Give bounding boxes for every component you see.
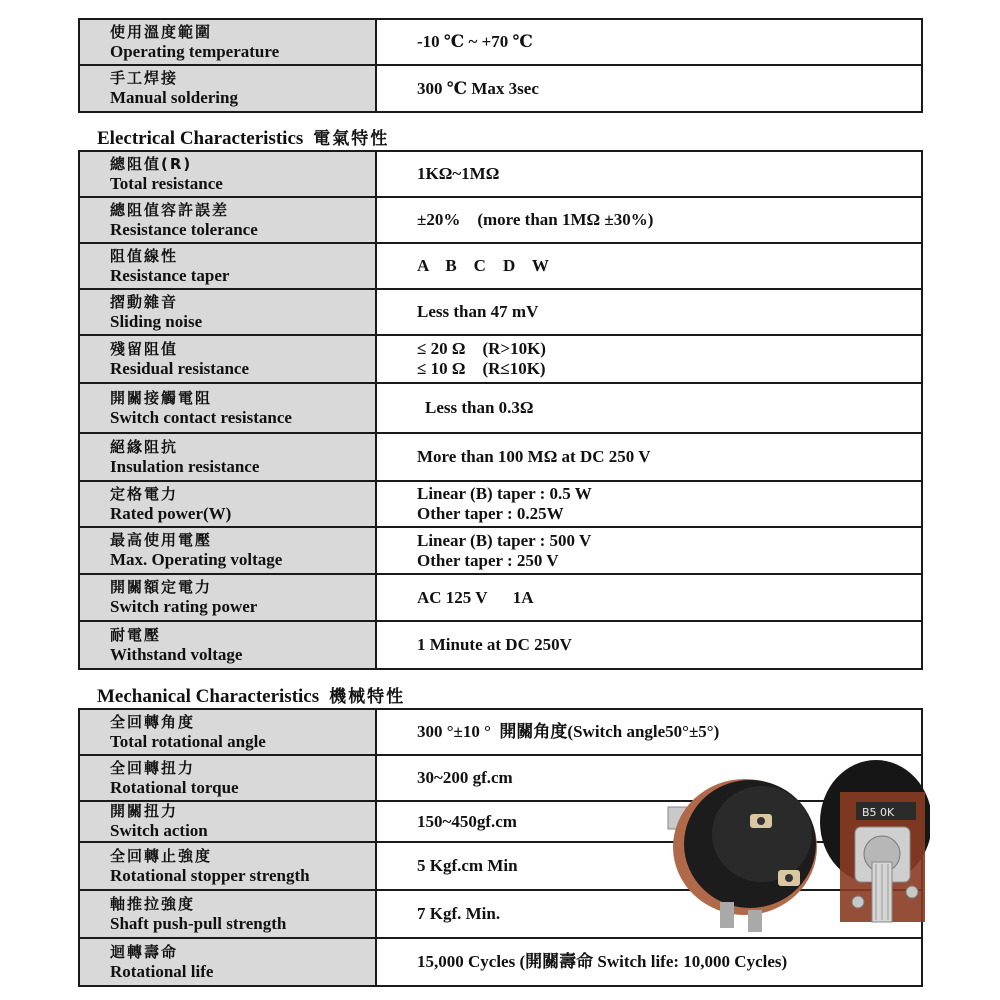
row-label	[80, 575, 377, 620]
row-value	[377, 198, 921, 242]
label-en: Total resistance	[110, 173, 223, 193]
potentiometer-right	[820, 760, 930, 922]
potentiometer-left	[668, 779, 817, 932]
environment-table	[78, 18, 923, 113]
table-row	[80, 20, 921, 66]
value-line: Other taper : 250 V	[417, 550, 559, 570]
label-en: Residual resistance	[110, 358, 249, 378]
row-value	[377, 152, 921, 196]
row-label	[80, 891, 377, 937]
value-text: 30~200 gf.cm	[417, 768, 513, 787]
label-en: Resistance taper	[110, 265, 230, 285]
label-en: Max. Operating voltage	[110, 550, 283, 569]
row-label	[80, 198, 377, 242]
label-zh: 手工焊接	[110, 69, 179, 87]
label-en: Resistance tolerance	[110, 219, 258, 239]
value-text: 300 ℃ Max 3sec	[417, 78, 539, 98]
row-label	[80, 20, 377, 64]
label-zh: 絕緣阻抗	[110, 437, 179, 456]
value-text: Less than 0.3Ω	[425, 398, 534, 417]
value-text: 1 Minute at DC 250V	[417, 635, 572, 654]
row-value	[377, 434, 921, 480]
table-row	[80, 575, 921, 622]
row-value	[377, 710, 921, 754]
row-label	[80, 939, 377, 985]
row-label	[80, 756, 377, 800]
value-text: 7 Kgf. Min.	[417, 904, 501, 923]
row-value	[377, 575, 921, 620]
row-label	[80, 66, 377, 111]
label-en: Rated power(W)	[110, 503, 232, 523]
value-text: 300 °±10 ° 開關角度(Switch angle50°±5°)	[417, 722, 720, 741]
section-heading-mechanical	[97, 682, 405, 708]
value-text: A B C D W	[417, 256, 549, 275]
section-title-en: Mechanical Characteristics	[97, 686, 320, 707]
label-zh: 迴轉壽命	[110, 942, 179, 961]
table-row	[80, 66, 921, 111]
label-en: Operating temperature	[110, 41, 280, 61]
table-row	[80, 622, 921, 668]
row-value	[377, 290, 921, 334]
row-value	[377, 384, 921, 432]
label-en: Total rotational angle	[110, 731, 266, 751]
table-row	[80, 198, 921, 244]
table-row	[80, 384, 921, 434]
label-zh: 總阻值容許誤差	[110, 200, 230, 219]
table-row	[80, 244, 921, 290]
value-line: Other taper : 0.25W	[417, 504, 564, 523]
label-zh: 耐電壓	[110, 625, 162, 644]
label-en: Shaft push-pull strength	[110, 913, 287, 933]
row-label	[80, 802, 377, 841]
section-heading-electrical	[97, 124, 389, 150]
label-en: Sliding noise	[110, 311, 203, 331]
value-line: Linear (B) taper : 0.5 W	[417, 484, 592, 503]
label-en: Rotational stopper strength	[110, 865, 310, 885]
value-text: -10 ℃ ~ +70 ℃	[417, 32, 533, 51]
row-label	[80, 244, 377, 288]
label-zh: 阻值線性	[110, 246, 179, 265]
row-label	[80, 843, 377, 889]
row-value	[377, 939, 921, 985]
row-label	[80, 482, 377, 526]
label-zh: 使用溫度範圍	[110, 22, 213, 41]
row-label	[80, 434, 377, 480]
value-line: ≤ 20 Ω (R>10K)	[417, 339, 546, 358]
value-text: ±20% (more than 1MΩ ±30%)	[417, 210, 654, 229]
table-row	[80, 336, 921, 384]
table-row	[80, 710, 921, 756]
row-value	[377, 244, 921, 288]
label-en: Switch contact resistance	[110, 407, 292, 427]
label-en: Rotational torque	[110, 777, 239, 797]
label-zh: 軸推拉強度	[110, 894, 196, 913]
label-en: Manual soldering	[110, 88, 238, 107]
row-label	[80, 290, 377, 334]
value-text: 15,000 Cycles (開關壽命 Switch life: 10,000 Cycles)	[417, 952, 788, 971]
label-en: Switch rating power	[110, 597, 258, 616]
label-en: Withstand voltage	[110, 644, 243, 664]
row-label	[80, 528, 377, 573]
table-row	[80, 290, 921, 336]
row-value	[377, 66, 921, 111]
row-label	[80, 336, 377, 382]
label-zh: 全回轉扭力	[110, 758, 196, 777]
label-zh: 定格電力	[110, 484, 179, 503]
electrical-table	[78, 150, 923, 670]
label-zh: 總阻值(R)	[110, 154, 193, 173]
table-row	[80, 152, 921, 198]
section-title-zh: 電氣特性	[313, 129, 390, 149]
row-label	[80, 152, 377, 196]
label-zh: 全回轉止強度	[110, 846, 213, 865]
label-en: Switch action	[110, 821, 208, 840]
label-zh: 最高使用電壓	[110, 531, 213, 549]
table-row	[80, 434, 921, 482]
row-label	[80, 622, 377, 668]
label-zh: 開關接觸電阻	[110, 388, 213, 407]
row-label	[80, 710, 377, 754]
table-row	[80, 939, 921, 985]
section-title-zh: 機械特性	[329, 687, 406, 707]
value-text: Less than 47 mV	[417, 302, 539, 321]
row-value	[377, 482, 921, 526]
value-text: 5 Kgf.cm Min	[417, 856, 518, 875]
value-text: 1KΩ~1MΩ	[417, 164, 500, 183]
section-title-en: Electrical Characteristics	[97, 128, 304, 149]
label-zh: 開關額定電力	[110, 578, 213, 596]
table-row	[80, 528, 921, 575]
row-value	[377, 20, 921, 64]
value-line: Linear (B) taper : 500 V	[417, 530, 592, 550]
value-text: More than 100 MΩ at DC 250 V	[417, 447, 651, 466]
part-marking: B5 0K	[862, 806, 895, 819]
label-zh: 殘留阻值	[110, 339, 179, 358]
potentiometer-photo	[650, 752, 930, 937]
label-en: Rotational life	[110, 961, 214, 981]
value-text: 150~450gf.cm	[417, 811, 517, 831]
value-line: ≤ 10 Ω (R≤10K)	[417, 359, 546, 378]
label-zh: 全回轉角度	[110, 712, 196, 731]
label-en: Insulation resistance	[110, 456, 260, 476]
label-zh: 開關扭力	[110, 802, 179, 820]
value-text: AC 125 V 1A	[417, 587, 534, 607]
row-value	[377, 622, 921, 668]
row-label	[80, 384, 377, 432]
label-zh: 摺動雜音	[110, 292, 179, 311]
table-row	[80, 482, 921, 528]
row-value	[377, 528, 921, 573]
row-value	[377, 336, 921, 382]
